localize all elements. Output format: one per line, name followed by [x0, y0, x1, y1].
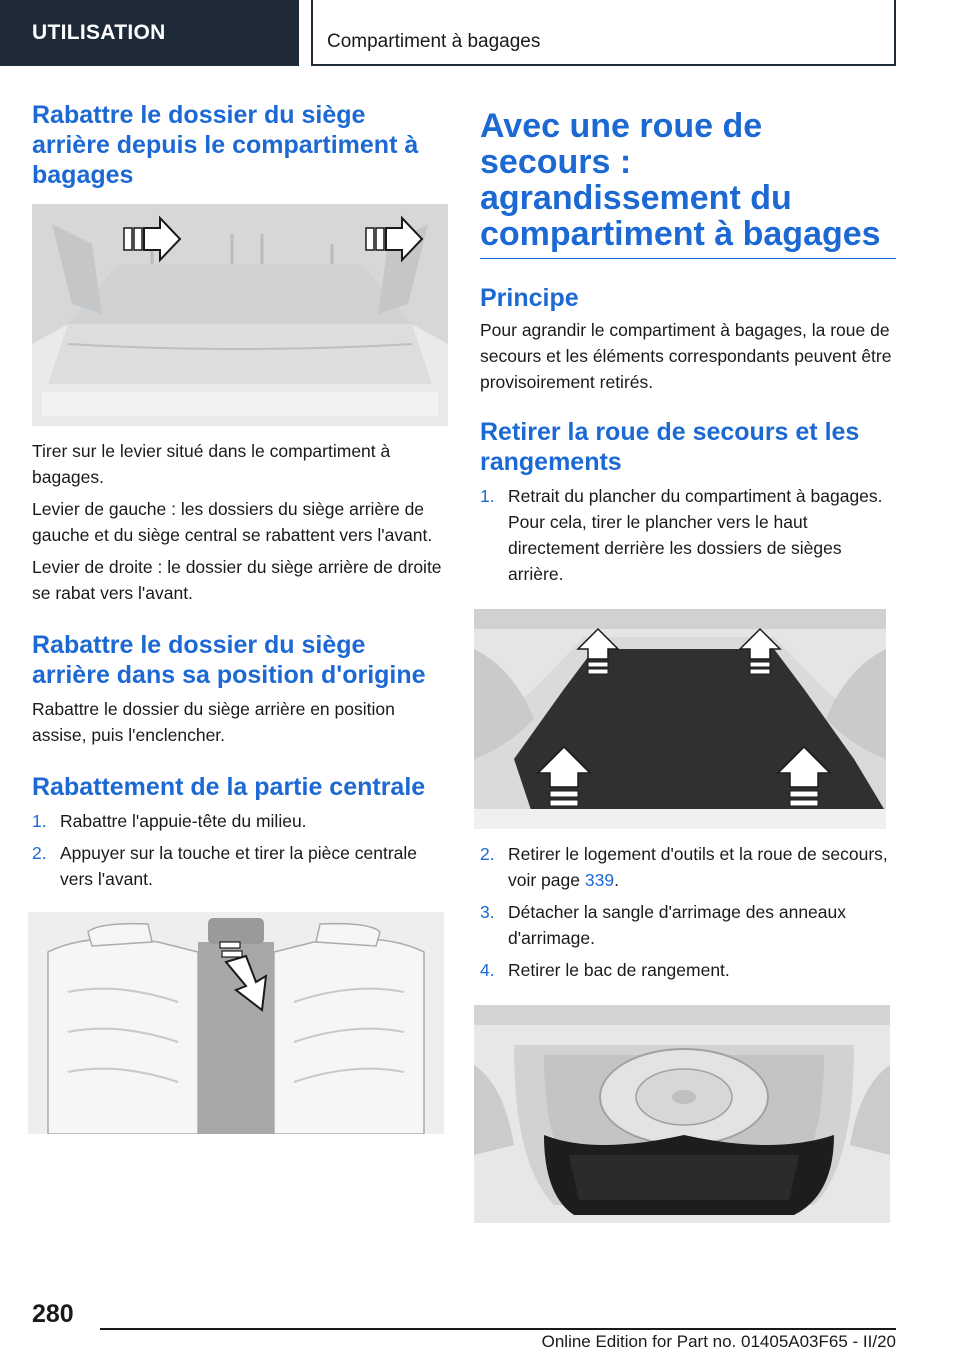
heading-center-section: Rabattement de la partie centrale [32, 773, 426, 801]
lever-paragraph: Tirer sur le levier situé dans le compartiment à bagages. [32, 441, 391, 487]
right-column [480, 108, 896, 1223]
spare-wheel-figure [474, 1005, 890, 1223]
step-number: 1. [32, 811, 47, 831]
edition-note: Online Edition for Part no. 01405A03F65 - II/20 [541, 1332, 896, 1351]
heading-restore-position: Rabattre le dossier du siège arrière dans sa position d'origine [32, 631, 426, 689]
rear-seat-figure [28, 912, 444, 1134]
remove-steps-list [480, 483, 896, 587]
list-item [32, 808, 448, 834]
principle-paragraph: Pour agrandir le compartiment à bagages, la roue de secours et les éléments correspondants peuvent être provisoirement retirés. [480, 320, 892, 392]
remove-steps-list-continued [480, 841, 896, 983]
step-text: Retirer le logement d'outils et la roue de secours, voir page [508, 844, 888, 890]
main-heading: Avec une roue de secours : agrandissement du compartiment à bagages [480, 108, 896, 259]
left-column [32, 100, 448, 1134]
page-link[interactable]: 339 [584, 870, 615, 890]
step-text: Rabattre l'appuie-tête du milieu. [60, 811, 307, 831]
step-number: 4. [480, 960, 495, 980]
step-number: 2. [32, 843, 47, 863]
step-text: Appuyer sur la touche et tirer la pièce centrale vers l'avant. [60, 843, 417, 889]
restore-paragraph: Rabattre le dossier du siège arrière en position assise, puis l'enclencher. [32, 699, 395, 745]
topic-title: Compartiment à bagages [311, 0, 896, 66]
step-text: Retirer le bac de rangement. [508, 960, 730, 980]
section-title: UTILISATION [0, 0, 299, 66]
page-header [0, 0, 960, 66]
step-text: Retrait du plancher du compartiment à bagages. Pour cela, tirer le plancher vers le haut directement derrière les dossiers de sièges arrière. [508, 486, 883, 584]
step-number: 2. [480, 844, 495, 864]
trunk-floor-figure [474, 609, 886, 829]
step-number: 3. [480, 902, 495, 922]
page-number: 280 [32, 1300, 74, 1328]
heading-principle: Principe [480, 284, 579, 312]
list-item [32, 840, 448, 892]
list-item [480, 483, 896, 587]
heading-fold-from-trunk: Rabattre le dossier du siège arrière depuis le compartiment à bagages [32, 101, 419, 189]
list-item [480, 841, 896, 893]
left-lever-paragraph: Levier de gauche : les dossiers du siège arrière de gauche et du siège central se rabattent vers l'avant. [32, 499, 433, 545]
right-lever-paragraph: Levier de droite : le dossier du siège arrière de droite se rabat vers l'avant. [32, 557, 442, 603]
footer-divider [100, 1328, 896, 1330]
center-steps-list [32, 808, 448, 892]
heading-remove-spare-wheel: Retirer la roue de secours et les rangements [480, 418, 860, 476]
list-item [480, 957, 896, 983]
step-text: Détacher la sangle d'arrimage des anneaux d'arrimage. [508, 902, 846, 948]
step-number: 1. [480, 486, 495, 506]
trunk-levers-figure [32, 204, 448, 426]
step-text-end: . [614, 870, 619, 890]
list-item [480, 899, 896, 951]
